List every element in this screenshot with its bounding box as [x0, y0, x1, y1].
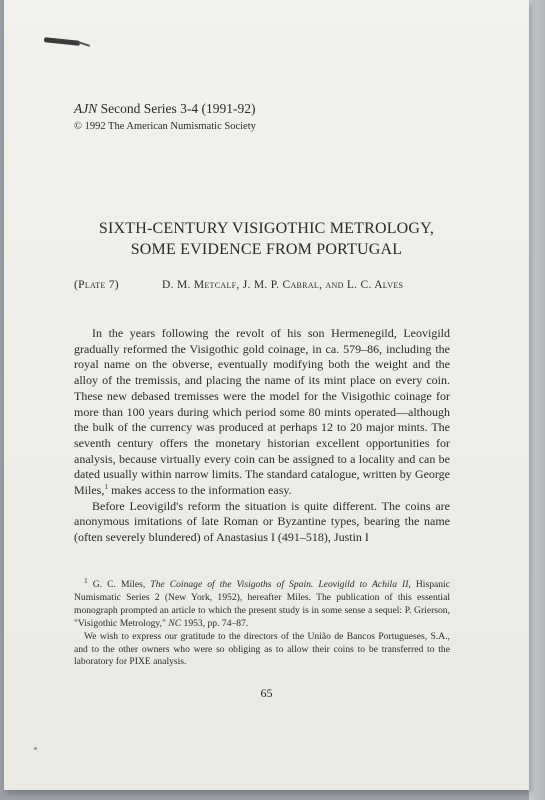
body-paragraph-1-text: In the years following the revolt of his son Hermenegild, Leovigild gradually reformed the Visigothic gold coinage, in ca. 579–86, including the royal name on the obverse, eventually modifying both the weight and the alloy of the tremissis, and placing the name of its mint place on every coin. These new debased tremisses were the model for the Visigothic coinage for more than 100 years during which period some 80 mints operated—although the bulk of the currency was produced at perhaps 12 to 20 major mints. The seventh century offers the monetary historian excellent opportunities for analysis, because virtually every coin can be assigned to a locality and can be dated usually within narrow limits. The standard catalogue, written by George Miles, [74, 326, 450, 498]
footnote-1-book-title: The Coinage of the Visigoths of Spain. Leovigild to Achila II, [150, 579, 411, 590]
page-number: 65 [260, 686, 273, 700]
article-title-line-1: SIXTH-CENTURY VISIGOTHIC METROLOGY, [98, 220, 435, 237]
body-paragraph-1 [74, 326, 450, 499]
footnote-1 [74, 575, 450, 631]
journal-header [74, 100, 256, 136]
article-body [74, 326, 450, 546]
document-page [4, 0, 529, 790]
staple-mark-tail [78, 41, 90, 47]
author-names: D. M. Metcalf, J. M. P. Cabral, and L. C. Alves [162, 279, 404, 291]
backdrop [529, 0, 545, 800]
journal-name: AJN [74, 101, 98, 116]
body-paragraph-2: Before Leovigild's reform the situation is quite different. The coins are anonymous imitations of late Roman or Byzantine types, bearing the name (often severely blundered) of Anastasius I (491–518), Justin I [74, 498, 450, 545]
footnote-1-text-b: Hispanic Numismatic Series 2 (New York, 1952), hereafter Miles. The publication of this essential monograph prompted an article to which the present study is in some sense a sequel: P. Grierson, "Visigothic Metrology," [74, 579, 450, 629]
footnote-1-text-a: G. C. Miles, [87, 579, 151, 590]
plate-reference: (Plate 7) [74, 279, 119, 291]
footnotes [74, 575, 450, 669]
staple-mark [44, 37, 80, 46]
footnote-ref-1: 1 [104, 482, 109, 492]
paper-speck [34, 747, 37, 750]
journal-series: Second Series 3-4 (1991-92) [100, 101, 256, 116]
footnote-acknowledgement: We wish to express our gratitude to the directors of the União de Bancos Portugueses, S.A., and to the other owners who were so obliging as to allow their coins to be transferred to the laboratory for PIXE analysis. [74, 630, 450, 668]
article-title-line-2: SOME EVIDENCE FROM PORTUGAL [130, 241, 403, 258]
article-title [4, 218, 529, 260]
footnote-1-journal: NC [168, 617, 182, 629]
journal-series-line [74, 100, 256, 118]
body-paragraph-1-end: makes access to the information easy. [108, 483, 292, 498]
footnote-1-text-c: 1953, pp. 74–87. [181, 617, 249, 629]
footnote-1-mark: 1 [84, 575, 88, 585]
copyright-line: © 1992 The American Numismatic Society [74, 121, 256, 132]
